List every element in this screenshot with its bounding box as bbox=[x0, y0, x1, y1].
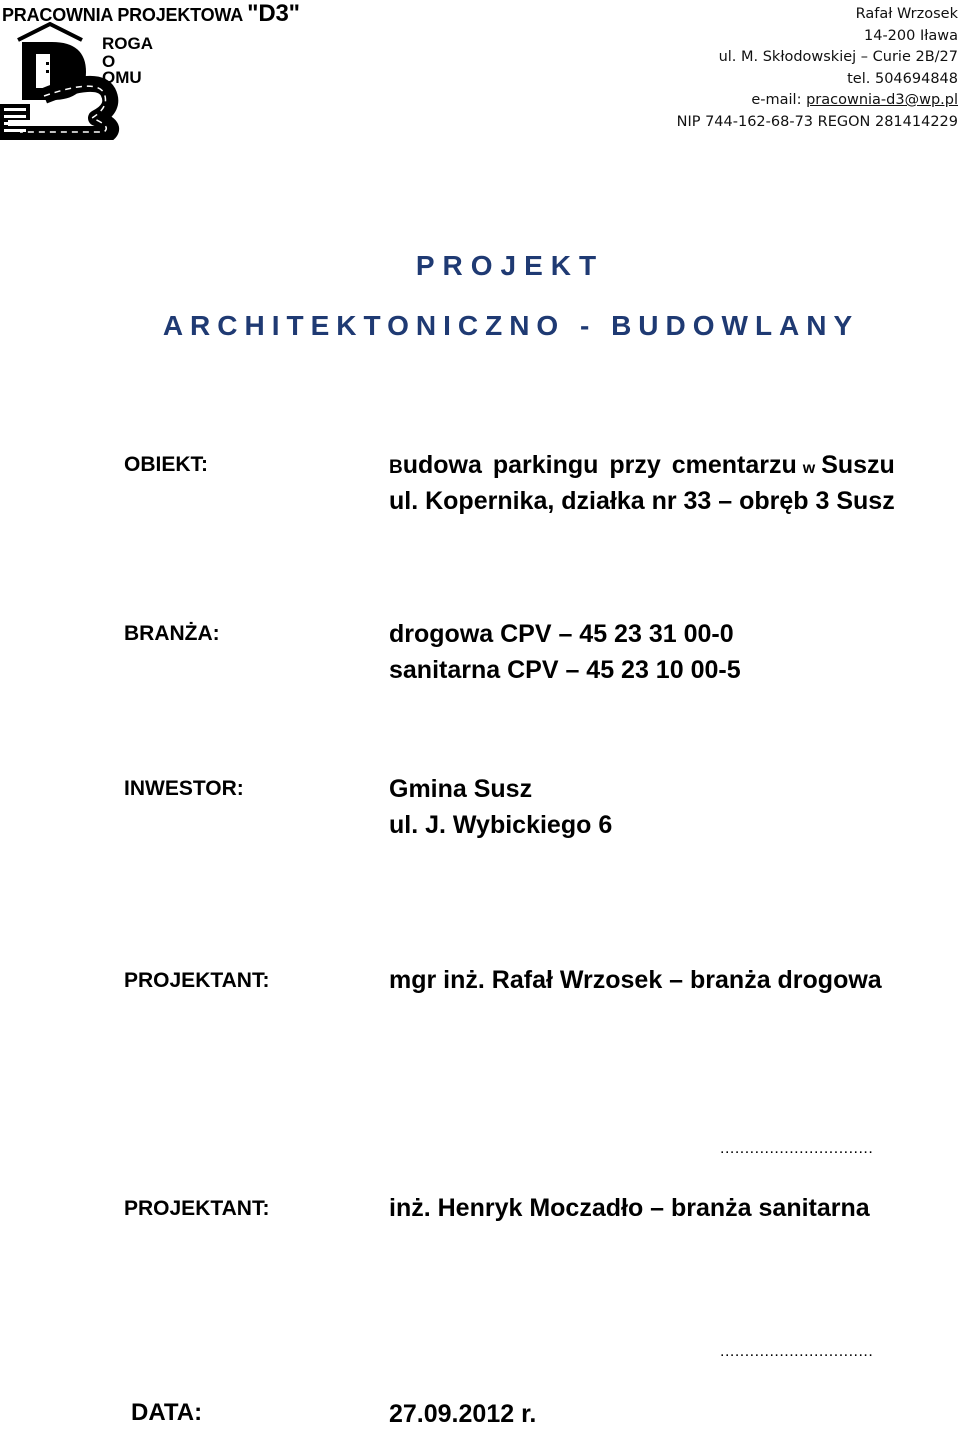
projektant1-value: mgr inż. Rafał Wrzosek – branża drogowa bbox=[389, 966, 882, 994]
inwestor-value-line2: ul. J. Wybickiego 6 bbox=[389, 811, 613, 839]
obiekt-label: OBIEKT: bbox=[124, 453, 208, 476]
projektant2-label: PROJEKTANT: bbox=[124, 1197, 270, 1220]
contact-block bbox=[677, 4, 958, 133]
projektant2-value: inż. Henryk Moczadło – branża sanitarna bbox=[389, 1194, 870, 1222]
inwestor-label: INWESTOR: bbox=[124, 777, 244, 800]
projektant2-signature-line: ............................... bbox=[720, 1140, 874, 1157]
contact-email-line bbox=[677, 90, 958, 112]
contact-email-label: e-mail: bbox=[751, 92, 802, 108]
logo-word-omu: OMU bbox=[102, 68, 142, 87]
obiekt-value-line1 bbox=[389, 447, 959, 487]
inwestor-value-line1: Gmina Susz bbox=[389, 775, 533, 803]
contact-phone: tel. 504694848 bbox=[847, 70, 958, 87]
branza-value-line1: drogowa CPV – 45 23 31 00-0 bbox=[389, 620, 734, 648]
document-title-line2: ARCHITEKTONICZNO - BUDOWLANY bbox=[162, 310, 860, 341]
logo-word-o: O bbox=[102, 52, 116, 71]
document-title-line1: PROJEKT bbox=[415, 250, 605, 281]
contact-city: 14-200 Iława bbox=[864, 27, 958, 44]
branza-label: BRANŻA: bbox=[124, 622, 220, 645]
contact-name: Rafał Wrzosek bbox=[855, 6, 958, 22]
obiekt-value-line2: ul. Kopernika, działka nr 33 – obręb 3 Susz bbox=[389, 487, 895, 515]
obiekt-text-a: udowa parkingu przy cmentarzu bbox=[402, 451, 797, 479]
company-logo bbox=[0, 22, 160, 140]
data-signature-line: ............................... bbox=[720, 1343, 874, 1360]
data-value: 27.09.2012 r. bbox=[389, 1400, 537, 1428]
branza-value-line2: sanitarna CPV – 45 23 10 00-5 bbox=[389, 656, 741, 684]
obiekt-text-b: Suszu bbox=[821, 451, 895, 479]
company-name-text: PRACOWNIA PROJEKTOWA bbox=[2, 5, 243, 25]
data-label: DATA: bbox=[131, 1399, 203, 1426]
contact-email-link[interactable]: pracownia-d3@wp.pl bbox=[806, 92, 958, 108]
obiekt-w: w bbox=[802, 460, 816, 477]
logo-word-roga: ROGA bbox=[102, 34, 153, 53]
company-code: "D3" bbox=[247, 0, 300, 27]
contact-street: ul. M. Skłodowskiej – Curie 2B/27 bbox=[718, 49, 958, 65]
projektant1-label: PROJEKTANT: bbox=[124, 969, 270, 992]
obiekt-first-letter: B bbox=[389, 457, 403, 478]
contact-ids: NIP 744-162-68-73 REGON 281414229 bbox=[676, 113, 958, 130]
